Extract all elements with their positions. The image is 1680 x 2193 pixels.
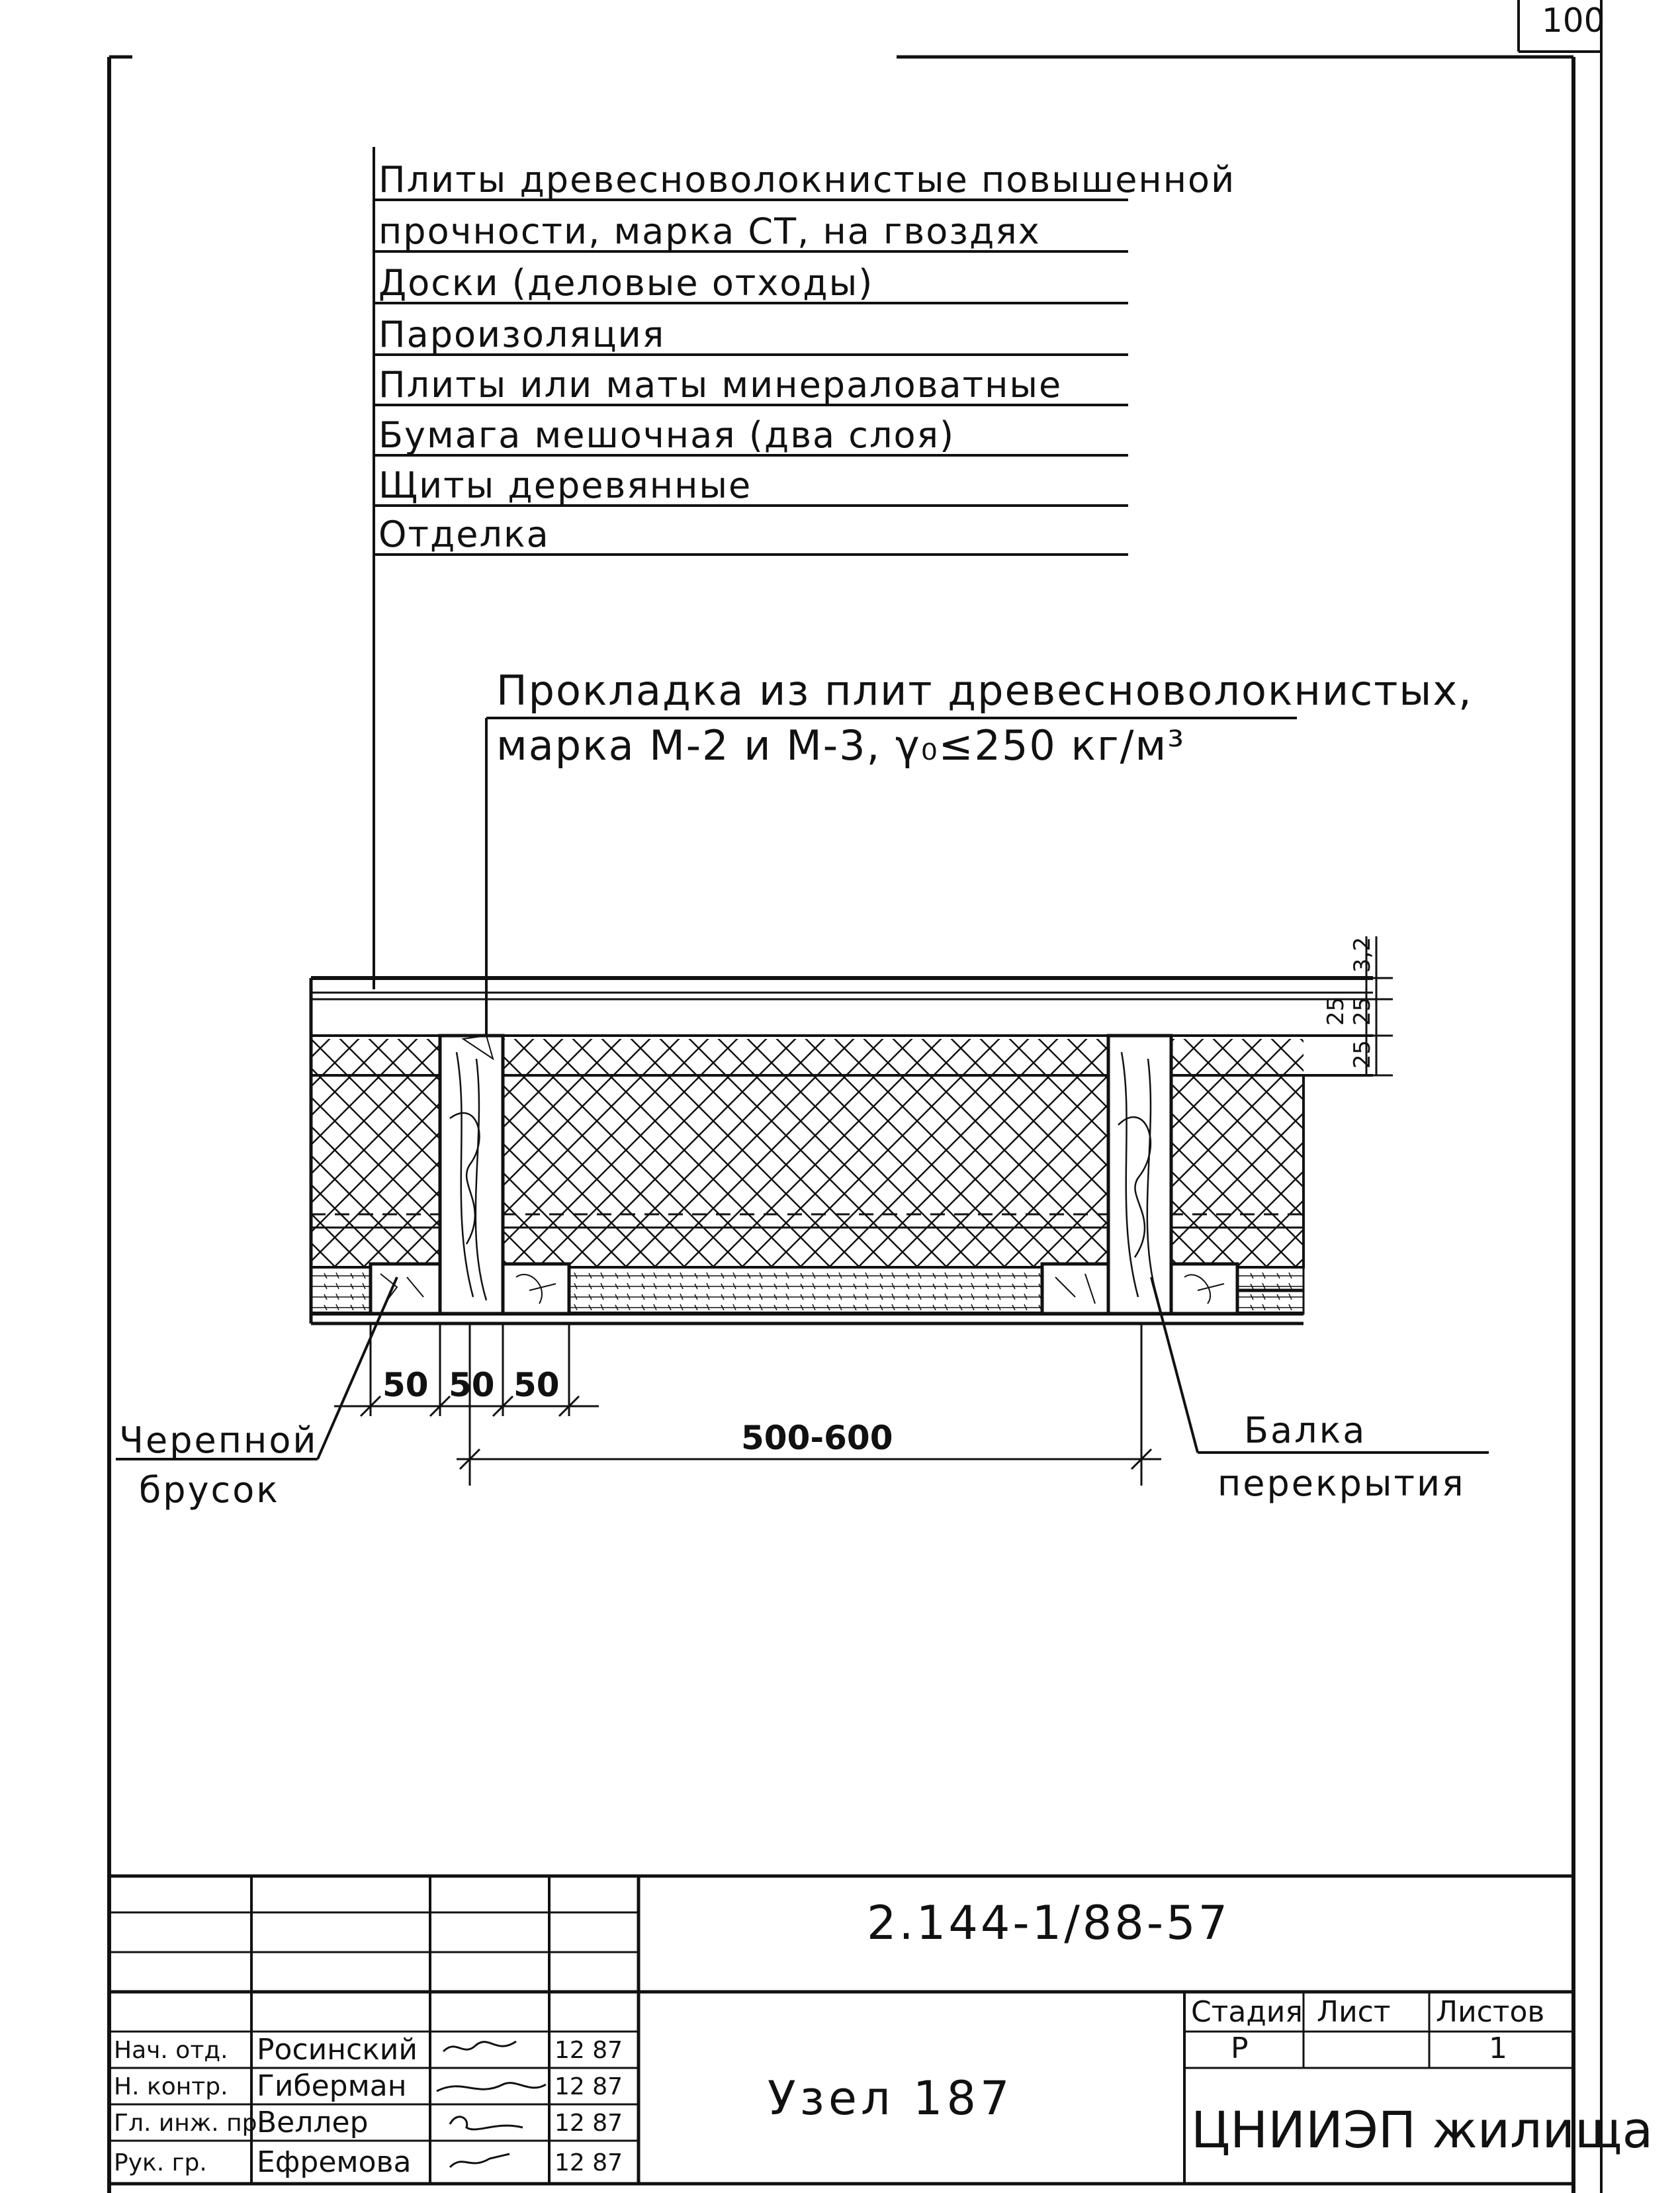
layer-label: Бумага мешочная (два слоя) [378,414,955,456]
signatures-table [114,2033,623,2179]
signer-name: Веллер [257,2106,369,2139]
layer-label: Плиты или маты минераловатные [378,364,1063,406]
beam-label: Балка [1244,1410,1367,1451]
layer-label: Доски (деловые отходы) [378,262,874,304]
stage-value: Р [1231,2032,1249,2065]
sheets-value: 1 [1489,2032,1507,2065]
sheets-header: Листов [1436,1995,1545,2029]
beam-right [1108,1036,1171,1314]
cranial-bar-label-line2: брусок [139,1469,280,1511]
signer-name: Ефремова [257,2145,412,2179]
document-code: 2.144-1/88-57 [867,1896,1231,1950]
drawing-title: Узел 187 [768,2071,1014,2126]
cranial-bar-label: Черепной [119,1419,318,1461]
layer-labels [378,159,1235,555]
signer-date: 12 87 [554,2149,623,2176]
signer-name: Росинский [257,2033,418,2067]
signer-date: 12 87 [554,2073,623,2100]
layer-label: Пароизоляция [378,314,666,355]
sheet-header: Лист [1317,1995,1391,2029]
gasket-label-line1: Прокладка из плит древесноволокнистых, [496,666,1473,715]
stage-header: Стадия [1191,1995,1303,2029]
signer-name: Гиберман [257,2069,407,2103]
dim-value: 25 [1323,997,1349,1026]
sheet-number: 100 [1542,1,1605,40]
span-dimension: 500-600 [741,1419,893,1457]
signer-role: Рук. гр. [114,2149,207,2176]
dim-top-value: 3,2 [1349,936,1376,973]
layer-label: Плиты древесноволокнистые повышенной [378,159,1236,201]
layer-label: Щиты деревянные [378,465,752,506]
beam-left [440,1036,503,1314]
signer-role: Нач. отд. [114,2037,228,2064]
layer-label: Отделка [378,514,550,555]
beam-label-line2: перекрытия [1217,1462,1466,1504]
signer-role: Гл. инж. пр. [114,2110,265,2137]
gasket-label-line2: марка М-2 и М-3, γ₀≤250 кг/м³ [496,721,1186,770]
dim-value: 50 [449,1366,495,1404]
signer-date: 12 87 [554,2037,623,2064]
organization-name: ЦНИИЭП жилища [1191,2100,1654,2159]
dim-value: 50 [382,1366,429,1404]
layer-label: прочности, марка СТ, на гвоздях [378,210,1041,252]
signer-role: Н. контр. [114,2073,228,2100]
bottom-dimension-chain [334,1323,1161,1486]
dim-value: 50 [513,1366,560,1404]
floor-section [311,978,1373,1323]
signer-date: 12 87 [554,2110,623,2137]
dim-value: 25 [1349,1040,1376,1069]
dim-value: 25 [1349,997,1376,1026]
